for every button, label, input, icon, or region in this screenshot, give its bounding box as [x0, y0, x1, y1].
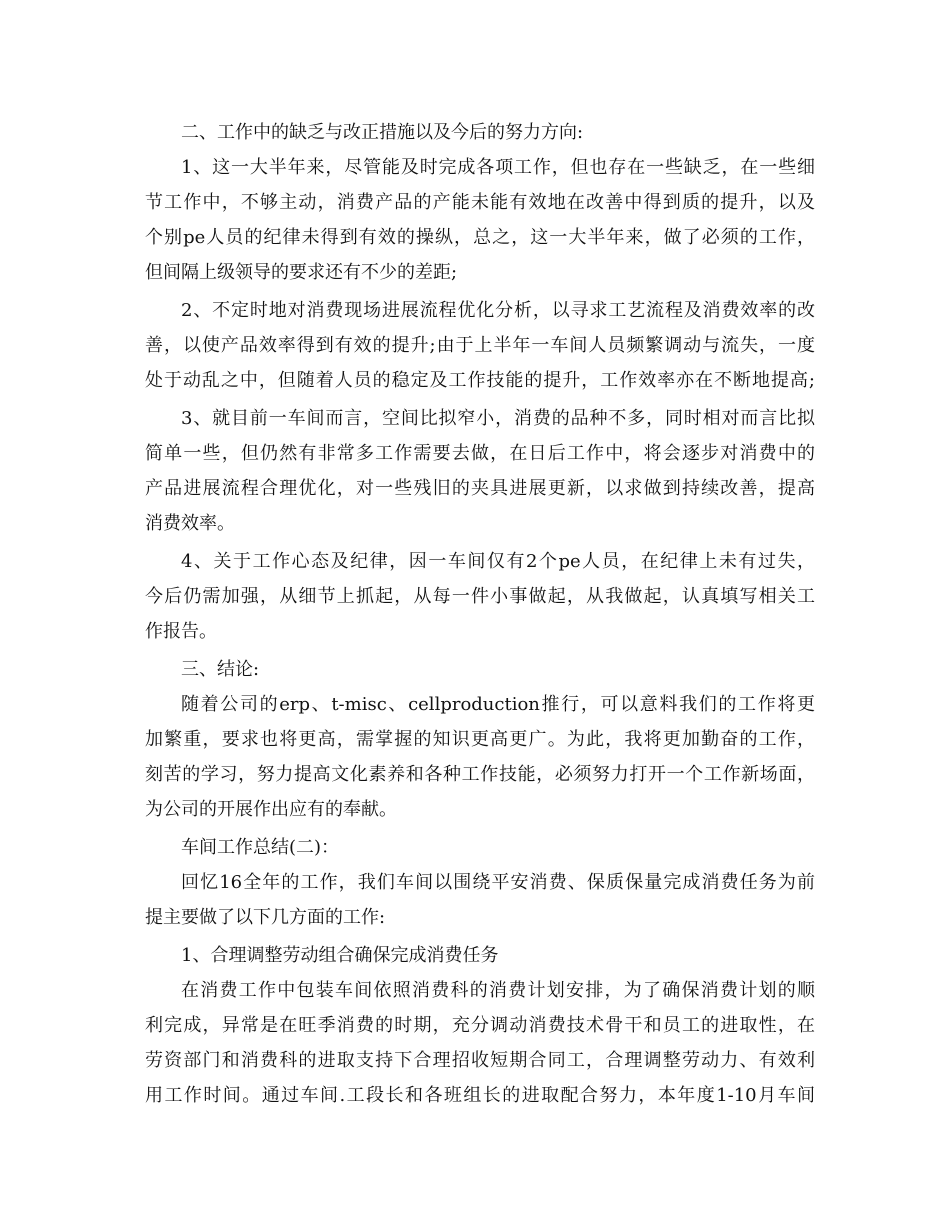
section-heading: 三、结论: — [181, 659, 260, 680]
paragraph-line: 3、就目前一车间而言，空间比拟窄小，消费的品种不多，同时相对而言比拟 — [181, 408, 815, 429]
paragraph-line: 用工作时间。通过车间.工段长和各班组长的进取配合努力，本年度1-10月车间 — [145, 1085, 815, 1106]
paragraph-line: 处于动乱之中，但随着人员的稳定及工作技能的提升，工作效率亦在不断地提高; — [145, 370, 815, 391]
paragraph-line: 个别pe人员的纪律未得到有效的操纵，总之，这一大半年来，做了必须的工作， — [145, 227, 815, 248]
paragraph-line: 加繁重，要求也将更高，需掌握的知识更高更广。为此，我将更加勤奋的工作， — [145, 729, 815, 750]
paragraph-line: 今后仍需加强，从细节上抓起，从每一件小事做起，从我做起，认真填写相关工 — [145, 586, 815, 607]
paragraph-line: 利完成，异常是在旺季消费的时期，充分调动消费技术骨干和员工的进取性，在 — [145, 1015, 815, 1036]
paragraph-line: 但间隔上级领导的要求还有不少的差距; — [145, 262, 458, 283]
section-heading: 车间工作总结(二)： — [181, 837, 340, 858]
paragraph-line: 作报告。 — [145, 621, 217, 642]
paragraph-line: 随着公司的erp、t-misc、cellproduction推行，可以意料我们的工作将更 — [181, 694, 815, 715]
paragraph-line: 回忆16全年的工作，我们车间以围绕平安消费、保质保量完成消费任务为前 — [181, 872, 815, 893]
paragraph-line: 简单一些，但仍然有非常多工作需要去做，在日后工作中，将会逐步对消费中的 — [145, 443, 815, 464]
paragraph-line: 2、不定时地对消费现场进展流程优化分析，以寻求工艺流程及消费效率的改 — [181, 300, 815, 321]
paragraph-line: 在消费工作中包装车间依照消费科的消费计划安排，为了确保消费计划的顺 — [181, 980, 815, 1001]
paragraph-line: 4、关于工作心态及纪律，因一车间仅有2个pe人员，在纪律上未有过失， — [181, 551, 815, 572]
paragraph-line: 为公司的开展作出应有的奉献。 — [145, 799, 397, 820]
section-heading: 二、工作中的缺乏与改正措施以及今后的努力方向: — [181, 122, 584, 143]
paragraph-line: 消费效率。 — [145, 513, 235, 534]
paragraph-line: 1、这一大半年来，尽管能及时完成各项工作，但也存在一些缺乏，在一些细 — [181, 157, 815, 178]
paragraph-line: 产品进展流程合理优化，对一些残旧的夹具进展更新，以求做到持续改善，提高 — [145, 478, 815, 499]
paragraph-line: 善，以使产品效率得到有效的提升;由于上半年一车间人员频繁调动与流失，一度 — [145, 335, 815, 356]
subsection-heading: 1、合理调整劳动组合确保完成消费任务 — [181, 945, 499, 966]
paragraph-line: 节工作中，不够主动，消费产品的产能未能有效地在改善中得到质的提升，以及 — [145, 192, 815, 213]
paragraph-line: 刻苦的学习，努力提高文化素养和各种工作技能，必须努力打开一个工作新场面， — [145, 764, 815, 785]
paragraph-line: 劳资部门和消费科的进取支持下合理招收短期合同工，合理调整劳动力、有效利 — [145, 1050, 815, 1071]
paragraph-line: 提主要做了以下几方面的工作: — [145, 907, 386, 928]
